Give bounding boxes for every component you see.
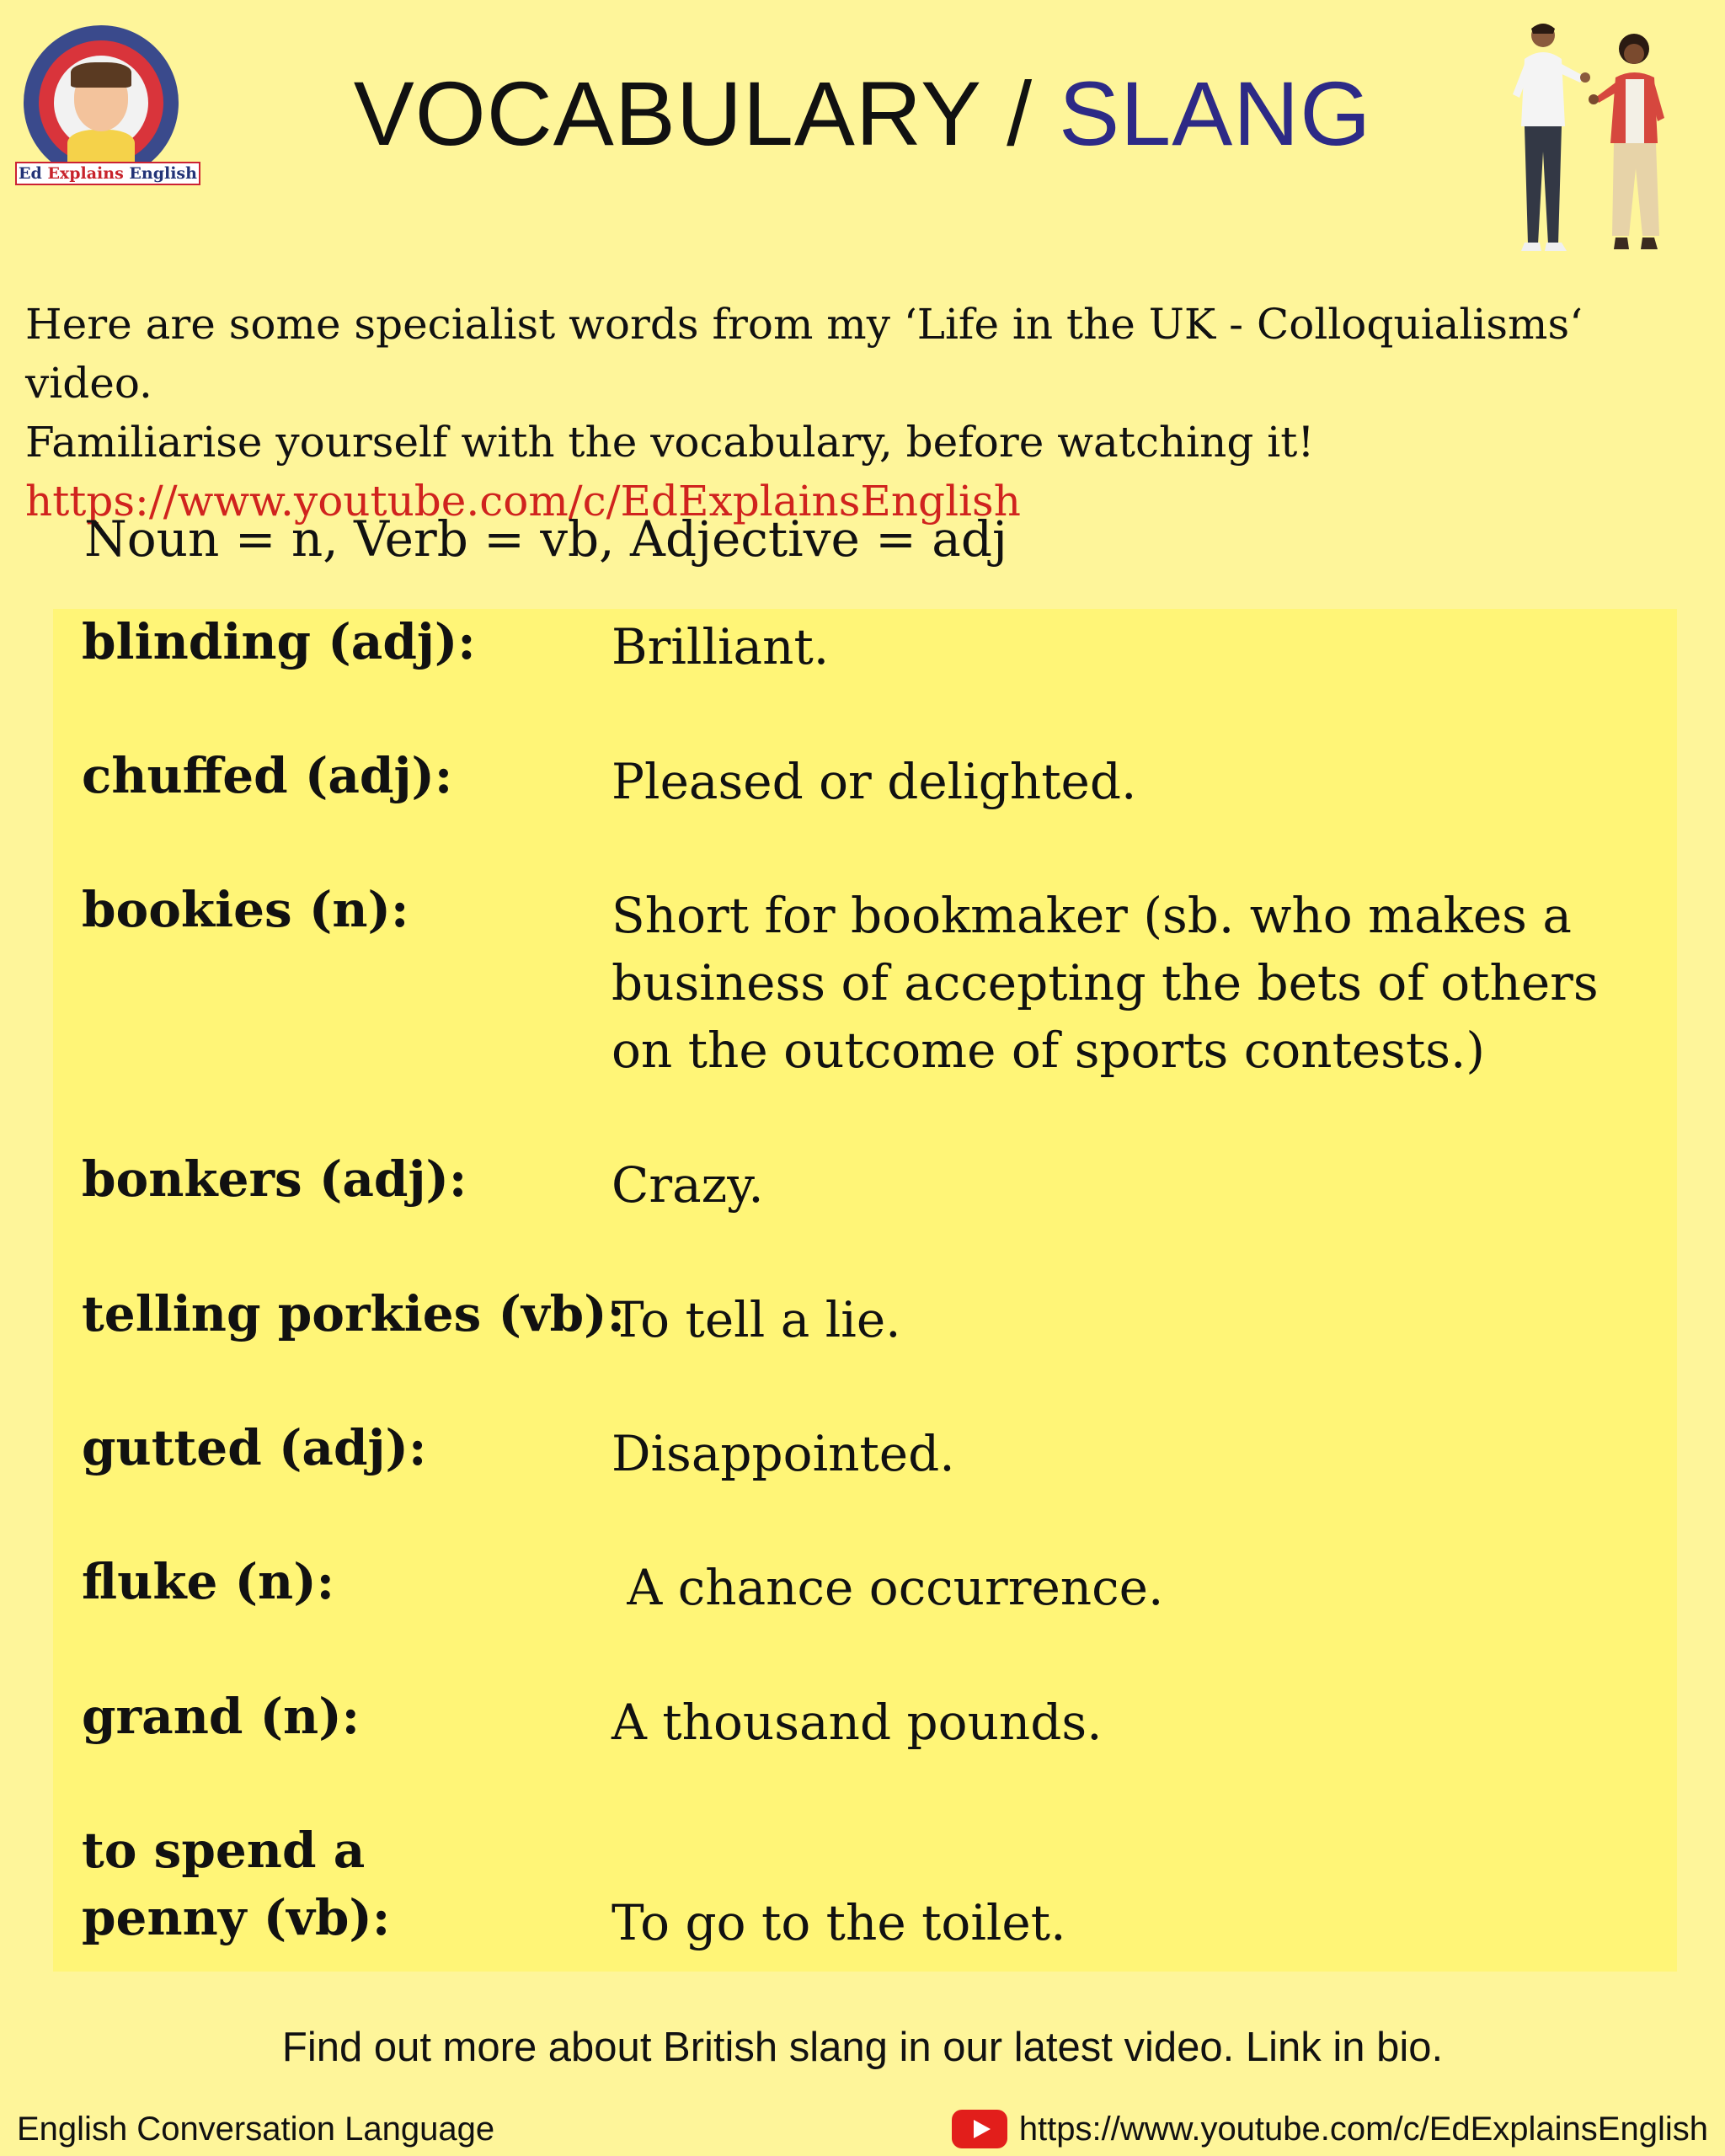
page-title	[0, 59, 1725, 168]
vocab-term: chuffed (adj):	[82, 747, 453, 804]
logo-label-english: English	[123, 164, 197, 183]
intro-text	[25, 295, 1710, 531]
title-main: VOCABULARY /	[353, 62, 1060, 164]
footer-note: Find out more about British slang in our latest video. Link in bio.	[281, 2025, 1444, 2070]
vocab-term: telling porkies (vb):	[82, 1285, 626, 1342]
vocab-definition: Crazy.	[611, 1156, 764, 1214]
vocab-definition: A thousand pounds.	[611, 1694, 1103, 1751]
footer-youtube-link[interactable]	[952, 2107, 1708, 2151]
vocab-definition: To tell a lie.	[611, 1291, 901, 1348]
vocab-term: bookies (n):	[82, 881, 409, 938]
vocab-term: fluke (n):	[82, 1553, 335, 1610]
people-illustration	[1491, 17, 1693, 270]
intro-line-1: Here are some specialist words from my ‘Life in the UK - Colloquialisms‘ video.	[25, 300, 1583, 408]
footer-youtube-url[interactable]: https://www.youtube.com/c/EdExplainsEnglish	[1018, 2111, 1708, 2148]
logo-label-explains: Explains	[47, 164, 124, 183]
vocab-definition: Short for bookmaker (sb. who makes a business of accepting the bets of others on the outcome of sports contests.)	[611, 887, 1599, 1079]
youtube-play-icon	[952, 2110, 1007, 2148]
vocab-definition: Disappointed.	[611, 1425, 955, 1482]
vocab-definition: Pleased or delighted.	[611, 753, 1137, 810]
vocab-definition: To go to the toilet.	[611, 1894, 1066, 1951]
footer-channel-name: English Conversation Language	[17, 2111, 495, 2148]
woman-figure	[1589, 34, 1664, 249]
vocab-term: blinding (adj):	[82, 613, 476, 670]
vocab-term: to spend a penny (vb):	[82, 1822, 391, 1946]
logo-label-ed: Ed	[19, 164, 48, 183]
youtube-link[interactable]: https://www.youtube.com/c/EdExplainsEnglish	[25, 477, 1021, 526]
vocab-definition: Brilliant.	[611, 618, 830, 675]
vocab-definition: A chance occurrence.	[611, 1559, 1164, 1616]
intro-line-2: Familiarise yourself with the vocabulary, before watching it!	[25, 418, 1315, 467]
abbreviation-legend: Noun = n, Verb = vb, Adjective = adj	[84, 510, 1007, 568]
man-figure	[1513, 24, 1590, 251]
title-accent: SLANG	[1059, 62, 1372, 164]
vocab-term: gutted (adj):	[82, 1419, 427, 1476]
vocab-term: bonkers (adj):	[82, 1150, 467, 1208]
vocab-term: grand (n):	[82, 1688, 360, 1745]
